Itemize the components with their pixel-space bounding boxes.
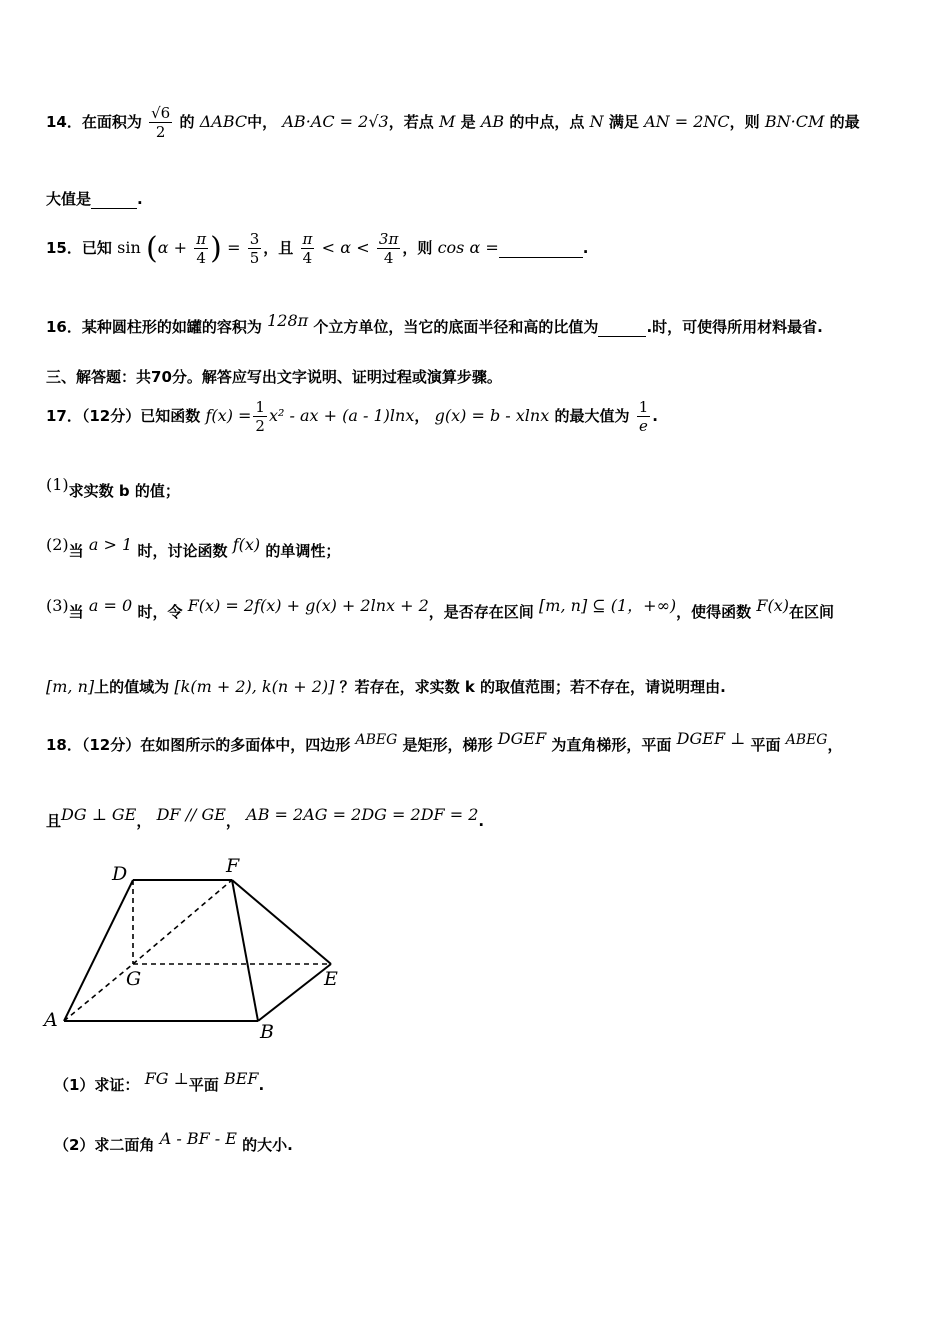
q15-answer-blank[interactable] [499,239,583,258]
q17-one-over-e [637,398,651,435]
q17-part2 [46,535,341,561]
q15-line [46,230,588,267]
q15-sin: sin [117,238,141,257]
q14-text: 的最 [829,113,860,131]
q18-end: . [478,812,485,830]
label-b: B [260,1021,274,1042]
q17-text: 时，讨论函数 [137,542,228,560]
label-d: D [112,863,128,885]
section-3-heading [46,366,502,387]
q14-text: 满足 [608,113,639,131]
q18-abeg: ABEG [355,732,398,748]
q17-part3-label: (3) [46,596,69,615]
edge-a-g [64,964,133,1021]
q17-text: 当 [68,542,84,560]
q14-line2 [46,188,143,209]
q14-area-den: 2 [155,123,166,141]
q18-dgef: DGEF [497,729,547,748]
q17-two: 2 [255,417,265,435]
q15-four: 4 [196,249,206,267]
q15-four: 4 [383,249,394,267]
q17-f-def: f(x) = [205,406,252,425]
label-f: F [226,855,240,877]
q15-less-than: < [321,238,335,257]
q17-e: e [639,417,648,435]
edge-g-f [133,880,232,964]
q16-text: 个立方单位，当它的底面半径和高的比值为 [313,318,599,336]
q15-alpha-plus: α + [157,238,188,257]
q15-less-than: < [356,238,370,257]
q17-part3-condition: a = 0 [88,596,133,615]
edge-f-e [232,880,331,964]
q18-text: 是矩形，梯形 [402,736,493,754]
q18-end: . [258,1076,265,1094]
q14-number: 14． [46,113,82,131]
q17-text: 上的值域为 [94,678,170,696]
edge-a-d [64,880,133,1021]
q17-half [253,398,267,435]
q18-text: 平面 [750,736,781,754]
q15-three-pi: 3π [378,230,399,248]
q17-part3-line2 [46,676,726,697]
q15-pi: π [196,230,207,248]
polyhedron-figure [40,852,360,1042]
q17-text: ，使得函数 [676,603,752,621]
q14-answer-blank[interactable] [91,190,137,209]
q16-volume: 128π [267,311,309,330]
q17-part3-F: F(x) [756,596,790,615]
q17-text: 在区间 [789,603,835,621]
q15-end: . [582,239,589,257]
q17-part2-condition: a > 1 [88,535,133,554]
q15-pi-over-4 [194,230,208,267]
q18-sep: ， [136,812,152,830]
q14-area-fraction [149,104,172,141]
q17-score: （12分） [81,407,141,425]
section-3-title: 三、解答题：共70分。解答应写出文字说明、证明过程或演算步骤。 [46,368,502,386]
q14-line1 [46,104,860,141]
label-a: A [44,1009,58,1031]
q17-number: 17． [46,407,82,425]
q14-text: 的 [179,113,195,131]
q17-text: 的单调性； [265,542,341,560]
q17-one: 1 [638,398,649,416]
q18-text: ， [827,736,843,754]
q14-segment-ab: AB [480,112,505,131]
q17-part1-text: 求实数 b 的值； [68,482,180,500]
q16-text: 某种圆柱形的如罐的容积为 [81,318,262,336]
q17-part2-function: f(x) [232,535,261,554]
q18-text: 平面 [188,1076,219,1094]
q17-part1 [46,475,180,501]
q18-text: 为直角梯形，平面 [551,736,672,754]
q17-part1-label: (1) [46,475,69,494]
q17-one: 1 [255,398,265,416]
q15-three: 3 [249,230,260,248]
q18-condition-1: DG ⊥ GE [61,805,137,824]
q15-text: 已知 [81,239,112,257]
q14-text: 的中点，点 [509,113,585,131]
q17-text: 的最大值为 [554,407,630,425]
q16-number: 16． [46,318,82,336]
q16-text: .时，可使得所用材料最省. [646,318,823,336]
q17-f-def-rest: x² - ax + (a - 1)lnx [268,406,415,425]
q14-text: 中， [247,113,278,131]
q18-score: （12分） [81,736,141,754]
q18-number: 18． [46,736,82,754]
q15-paren-right: ) [210,231,222,266]
q17-part3-range: [k(m + 2), k(n + 2)] [174,677,335,696]
q18-line1 [46,729,843,755]
q14-text: ，则 [729,113,760,131]
q17-part3-mn: [m, n] [46,677,95,696]
q18-part2-label: （2）求二面角 [54,1136,155,1154]
q14-text: 是 [460,113,476,131]
q17-part3-F-def: F(x) = 2f(x) + g(x) + 2lnx + 2 [187,596,429,615]
q14-area-num: √6 [151,104,171,122]
q18-sep: ， [225,812,241,830]
q17-part2-label: (2) [46,535,69,554]
q17-text: 时，令 [137,603,183,621]
q15-paren-left: ( [146,231,158,266]
q18-part2-expr: A - BF - E [159,1129,237,1148]
q18-part1-bef: BEF [223,1069,259,1088]
q15-upper-bound [377,230,400,267]
q18-part1 [54,1069,265,1095]
q16-answer-blank[interactable] [598,318,646,337]
q18-part1-expr: FG ⊥ [144,1069,189,1088]
q18-part1-label: （1）求证： [54,1076,140,1094]
q17-text: ，是否存在区间 [428,603,534,621]
q17-part3-interval: [m, n] ⊆ (1，+∞) [539,596,677,615]
q15-five: 5 [249,249,260,267]
q17-text: 当 [68,603,84,621]
q14-text: 大值是 [46,190,92,208]
q14-dot-expression: AB·AC = 2√3 [282,112,389,131]
q18-dgef-perp: DGEF ⊥ [676,729,746,748]
q15-lower-bound [301,230,315,267]
edge-f-b [232,880,258,1021]
q17-text: ？若存在，求实数 k 的取值范围；若不存在，请说明理由. [339,678,726,696]
q18-abeg-2: ABEG [785,732,828,748]
q18-part2 [54,1129,293,1155]
q14-end: . [137,190,143,208]
q14-text: 在面积为 [81,113,142,131]
q18-condition-2: DF // GE [156,805,226,824]
q17-line1 [46,398,658,435]
q18-line2 [46,805,485,831]
q16-line [46,311,823,337]
q14-point-n: N [589,112,604,131]
q15-equals: = [227,238,241,257]
q17-end: . [652,407,658,425]
q14-text: ，若点 [388,113,434,131]
q17-comma: ， [414,407,430,425]
q15-four: 4 [302,249,313,267]
label-e: E [324,968,338,990]
q17-part3-line1 [46,596,835,622]
q18-text: 在如图所示的多面体中，四边形 [140,736,351,754]
q14-target-expression: BN·CM [764,112,825,131]
q18-text: 的大小. [242,1136,293,1154]
q15-three-fifths [248,230,262,267]
q18-condition-3: AB = 2AG = 2DG = 2DF = 2 [246,805,479,824]
q15-cos-expression: cos α = [437,238,499,257]
q15-number: 15． [46,239,82,257]
q15-pi: π [302,230,313,248]
edge-b-e [258,964,331,1021]
q15-text: ，且 [263,239,294,257]
q18-text: 且 [46,812,62,830]
q17-g-def: g(x) = b - xlnx [434,406,550,425]
label-g: G [126,968,142,990]
q17-text: 已知函数 [140,407,201,425]
q14-point-m: M [438,112,456,131]
q14-condition: AN = 2NC [644,112,730,131]
q15-alpha: α [340,238,352,257]
q15-text: ，则 [402,239,433,257]
q14-triangle: ΔABC [199,112,248,131]
